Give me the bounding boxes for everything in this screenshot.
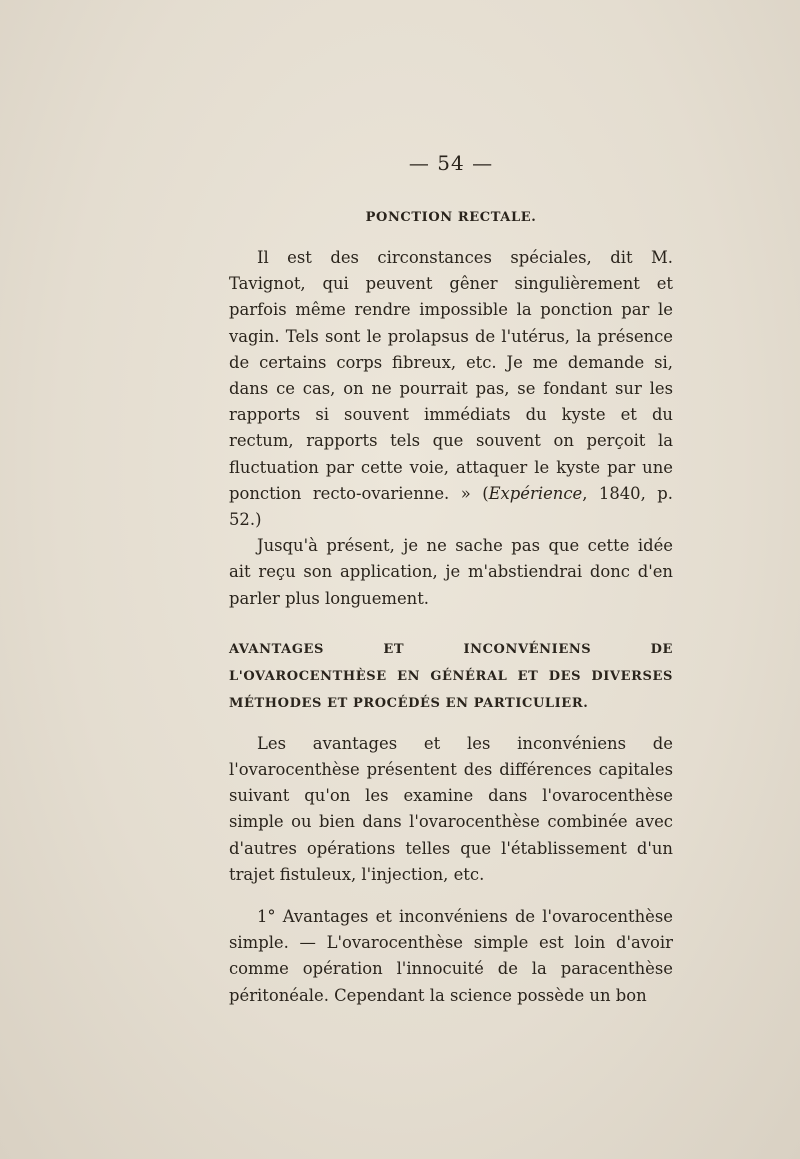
paragraph-ovarocenthese-simple: 1° Avantages et inconvéniens de l'ovarocenthèse simple. — L'ovarocenthèse simple est loin d'avoir comme opération l'innocuité de la paracenthèse péritonéale. Cependant la science possède un bon xyxy=(229,907,673,1005)
paragraph-text: Il est des circonstances spéciales, dit M. Tavignot, qui peuvent gêner singulièrement et parfois même rendre impossible la ponction par le vagin. Tels sont le prolapsus de l'utérus, la présence de certains corps fibreux, etc. Je me demande si, dans ce cas, on ne pourrait pas, se fondant sur les rapports si souvent immédiats du kyste et du rectum, rapports tels que souvent on perçoit la fluctuation par cette voie, attaquer le kyste par une ponction recto-ovarienne. » ( xyxy=(229,248,673,503)
section-heading-avantages: AVANTAGES ET INCONVÉNIENS DE L'OVAROCENTHÈSE EN GÉNÉRAL ET DES DIVERSES MÉTHODES ET PROCÉDÉS EN PARTICULIER. xyxy=(229,641,673,711)
spacer xyxy=(229,888,673,904)
paragraph-avantages: Les avantages et les inconvéniens de l'ovarocenthèse présentent des différences capitales suivant qu'on les examine dans l'ovarocenthèse simple ou bien dans l'ovarocenthèse combinée avec d'autres opérations telles que l'établissement d'un trajet fistuleux, l'injection, etc. xyxy=(229,733,673,884)
page-number: — 54 — xyxy=(408,151,494,175)
citation-title: Expérience xyxy=(488,483,583,503)
paragraph-tavignot-quote xyxy=(229,245,673,533)
spacer xyxy=(229,612,673,636)
paragraph-jusqu-a-present: Jusqu'à présent, je ne sache pas que cette idée ait reçu son application, je m'abstiendrai donc d'en parler plus longuement. xyxy=(229,536,673,608)
citation-ref: , 1840, p. 52.) xyxy=(229,483,673,530)
section-heading-ponction-rectale: PONCTION RECTALE. xyxy=(365,210,537,225)
page-content xyxy=(229,150,673,1009)
